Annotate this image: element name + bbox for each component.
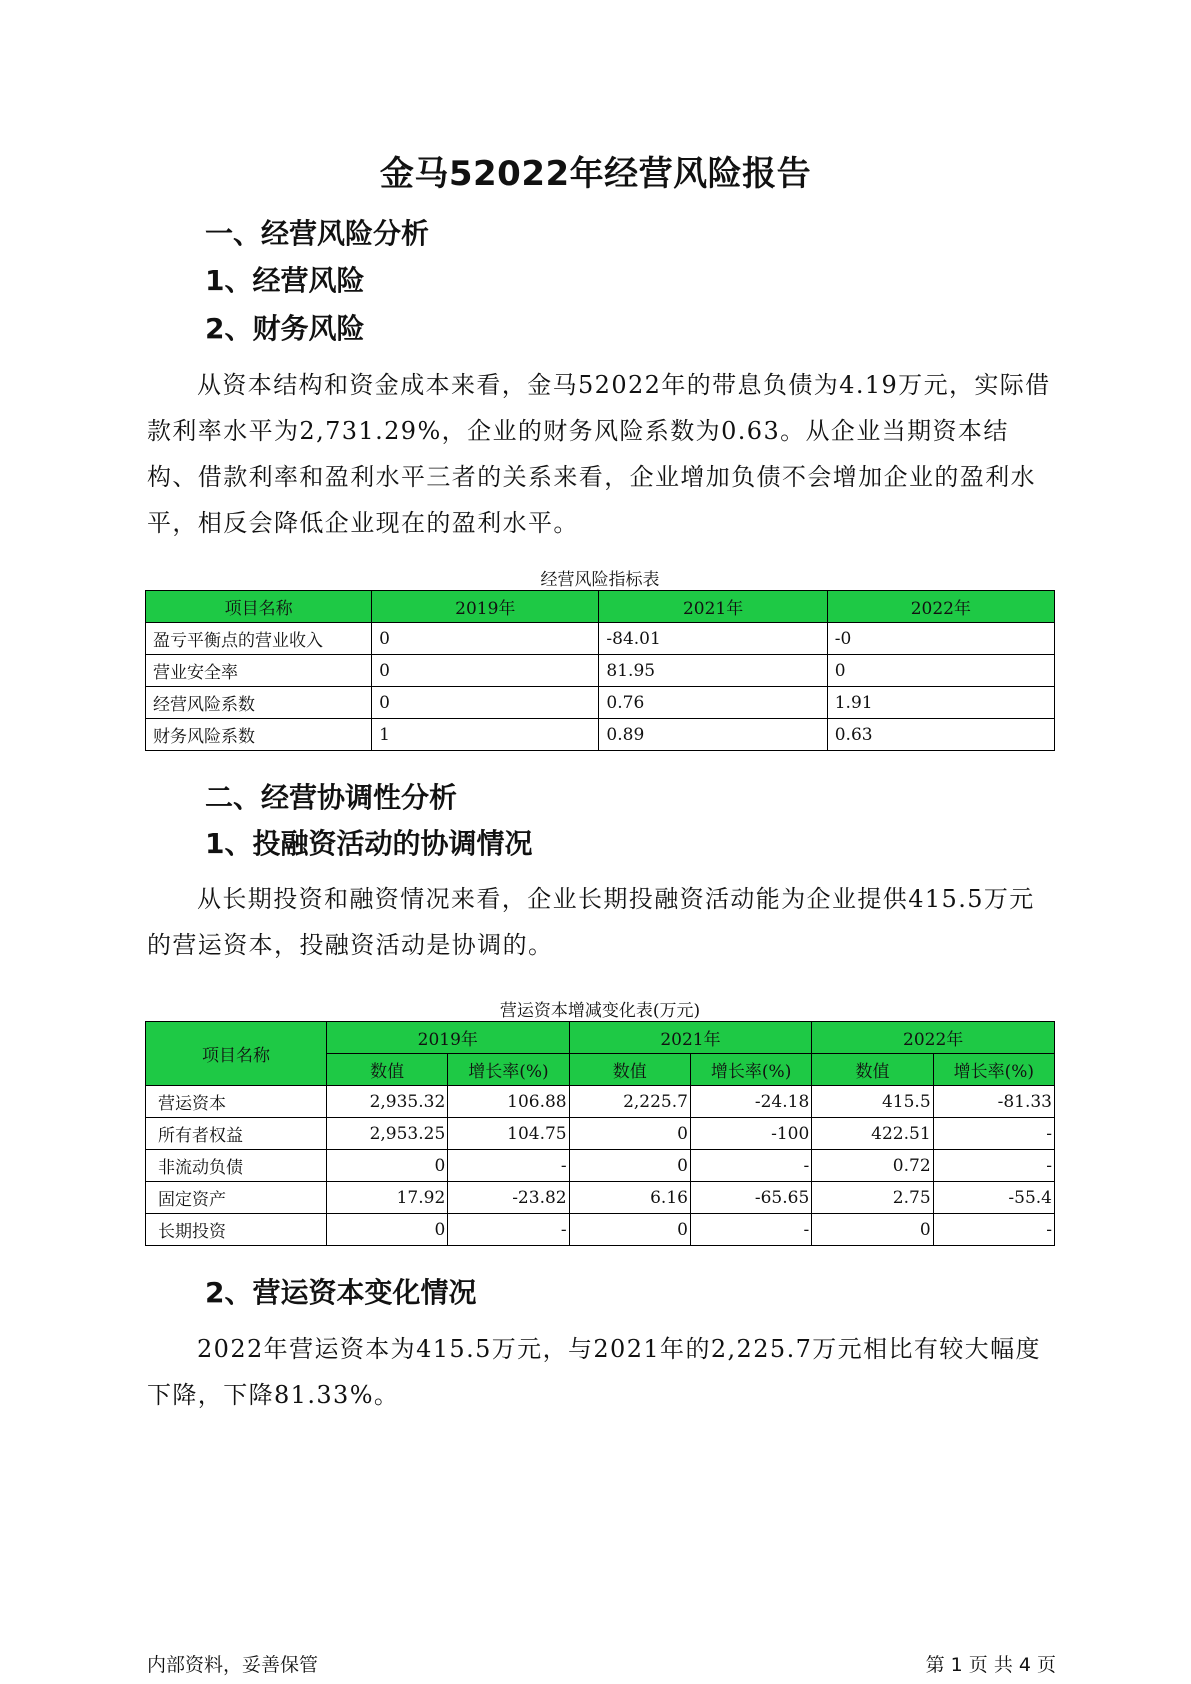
table-cell: - (933, 1150, 1054, 1182)
section1-sub2-heading: 2、财务风险 (205, 312, 365, 345)
table-cell: - (448, 1150, 569, 1182)
row-label-cell: 经营风险系数 (146, 687, 372, 719)
row-label-cell: 营运资本 (146, 1086, 327, 1118)
table-cell: 1 (372, 719, 599, 751)
table-cell: -0 (827, 623, 1054, 655)
table2-subheader-cell: 数值 (812, 1054, 933, 1086)
table-cell: 0 (326, 1150, 447, 1182)
table-row (146, 1150, 1055, 1182)
table-cell: 106.88 (448, 1086, 569, 1118)
table-cell: 0 (326, 1214, 447, 1246)
table-cell: 81.95 (599, 655, 827, 687)
table-cell: 0 (812, 1214, 933, 1246)
table-row (146, 719, 1055, 751)
table-cell: 6.16 (569, 1182, 690, 1214)
table-row (146, 623, 1055, 655)
table-cell: 0 (827, 655, 1054, 687)
table-cell: 1.91 (827, 687, 1054, 719)
table-cell: 2.75 (812, 1182, 933, 1214)
table-cell: 0 (569, 1150, 690, 1182)
table-cell: -84.01 (599, 623, 827, 655)
row-label-cell: 所有者权益 (146, 1118, 327, 1150)
table-cell: - (690, 1214, 811, 1246)
table-cell: 415.5 (812, 1086, 933, 1118)
table-cell: 2,225.7 (569, 1086, 690, 1118)
table-cell: -55.4 (933, 1182, 1054, 1214)
table1-caption: 经营风险指标表 (540, 570, 660, 590)
row-label-cell: 营业安全率 (146, 655, 372, 687)
section2-sub1-heading: 1、投融资活动的协调情况 (205, 827, 533, 860)
table2-item-header: 项目名称 (146, 1022, 327, 1086)
table-cell: -100 (690, 1118, 811, 1150)
table-cell: - (448, 1214, 569, 1246)
table-cell: -65.65 (690, 1182, 811, 1214)
investment-financing-paragraph: 从长期投资和融资情况来看，企业长期投融资活动能为企业提供415.5万元的营运资本，投融资活动是协调的。 (147, 885, 1035, 959)
table1-header-cell: 2021年 (599, 591, 827, 623)
row-label-cell: 非流动负债 (146, 1150, 327, 1182)
table-cell: 2,935.32 (326, 1086, 447, 1118)
table-cell: - (933, 1118, 1054, 1150)
table-cell: 0.89 (599, 719, 827, 751)
section1-sub1-heading: 1、经营风险 (205, 264, 365, 297)
section2-heading: 二、经营协调性分析 (205, 781, 458, 814)
table2-subheader-cell: 增长率(%) (933, 1054, 1054, 1086)
table2-subheader-cell: 增长率(%) (690, 1054, 811, 1086)
table-cell: 0 (372, 687, 599, 719)
table-row (146, 1214, 1055, 1246)
row-label-cell: 盈亏平衡点的营业收入 (146, 623, 372, 655)
table-cell: 0 (372, 623, 599, 655)
table1-header-row (146, 591, 1055, 623)
row-label-cell: 财务风险系数 (146, 719, 372, 751)
table-row (146, 687, 1055, 719)
table2-caption: 营运资本增减变化表(万元) (499, 1001, 701, 1021)
table2-year-header: 2019年 (326, 1022, 569, 1054)
table-cell: 104.75 (448, 1118, 569, 1150)
table2-header-row (146, 1022, 1055, 1054)
row-label-cell: 固定资产 (146, 1182, 327, 1214)
table-cell: 17.92 (326, 1182, 447, 1214)
table-cell: -23.82 (448, 1182, 569, 1214)
table-row (146, 1118, 1055, 1150)
table-cell: 2,953.25 (326, 1118, 447, 1150)
financial-risk-paragraph: 从资本结构和资金成本来看，金马52022年的带息负债为4.19万元，实际借款利率水平为2,731.29%，企业的财务风险系数为0.63。从企业当期资本结构、借款利率和盈利水平三者的关系来看，企业增加负债不会增加企业的盈利水平，相反会降低企业现在的盈利水平。 (147, 371, 1051, 537)
row-label-cell: 长期投资 (146, 1214, 327, 1246)
table2-subheader-cell: 数值 (326, 1054, 447, 1086)
table-cell: 0 (372, 655, 599, 687)
table2-subheader-cell: 数值 (569, 1054, 690, 1086)
table-row (146, 1182, 1055, 1214)
table-cell: - (933, 1214, 1054, 1246)
table1-header-cell: 2019年 (372, 591, 599, 623)
table2-year-header: 2021年 (569, 1022, 812, 1054)
operating-risk-table (145, 590, 1055, 751)
table-cell: 0.63 (827, 719, 1054, 751)
section1-heading: 一、经营风险分析 (205, 217, 430, 250)
table1-header-cell: 项目名称 (146, 591, 372, 623)
section2-sub2-heading: 2、营运资本变化情况 (205, 1276, 477, 1309)
working-capital-paragraph: 2022年营运资本为415.5万元，与2021年的2,225.7万元相比有较大幅度下降，下降81.33%。 (147, 1335, 1041, 1409)
table-cell: -24.18 (690, 1086, 811, 1118)
table-row (146, 655, 1055, 687)
table-cell: 0.72 (812, 1150, 933, 1182)
table1-header-cell: 2022年 (827, 591, 1054, 623)
table-cell: 422.51 (812, 1118, 933, 1150)
table-cell: - (690, 1150, 811, 1182)
table2-subheader-cell: 增长率(%) (448, 1054, 569, 1086)
table-cell: 0 (569, 1118, 690, 1150)
report-title: 金马52022年经营风险报告 (379, 154, 812, 194)
table-row (146, 1086, 1055, 1118)
footer-confidential-note: 内部资料，妥善保管 (147, 1654, 319, 1676)
table-cell: 0.76 (599, 687, 827, 719)
footer-page-number: 第 1 页 共 4 页 (925, 1654, 1056, 1676)
working-capital-table (145, 1021, 1055, 1246)
table2-year-header: 2022年 (812, 1022, 1055, 1054)
table-cell: -81.33 (933, 1086, 1054, 1118)
table-cell: 0 (569, 1214, 690, 1246)
